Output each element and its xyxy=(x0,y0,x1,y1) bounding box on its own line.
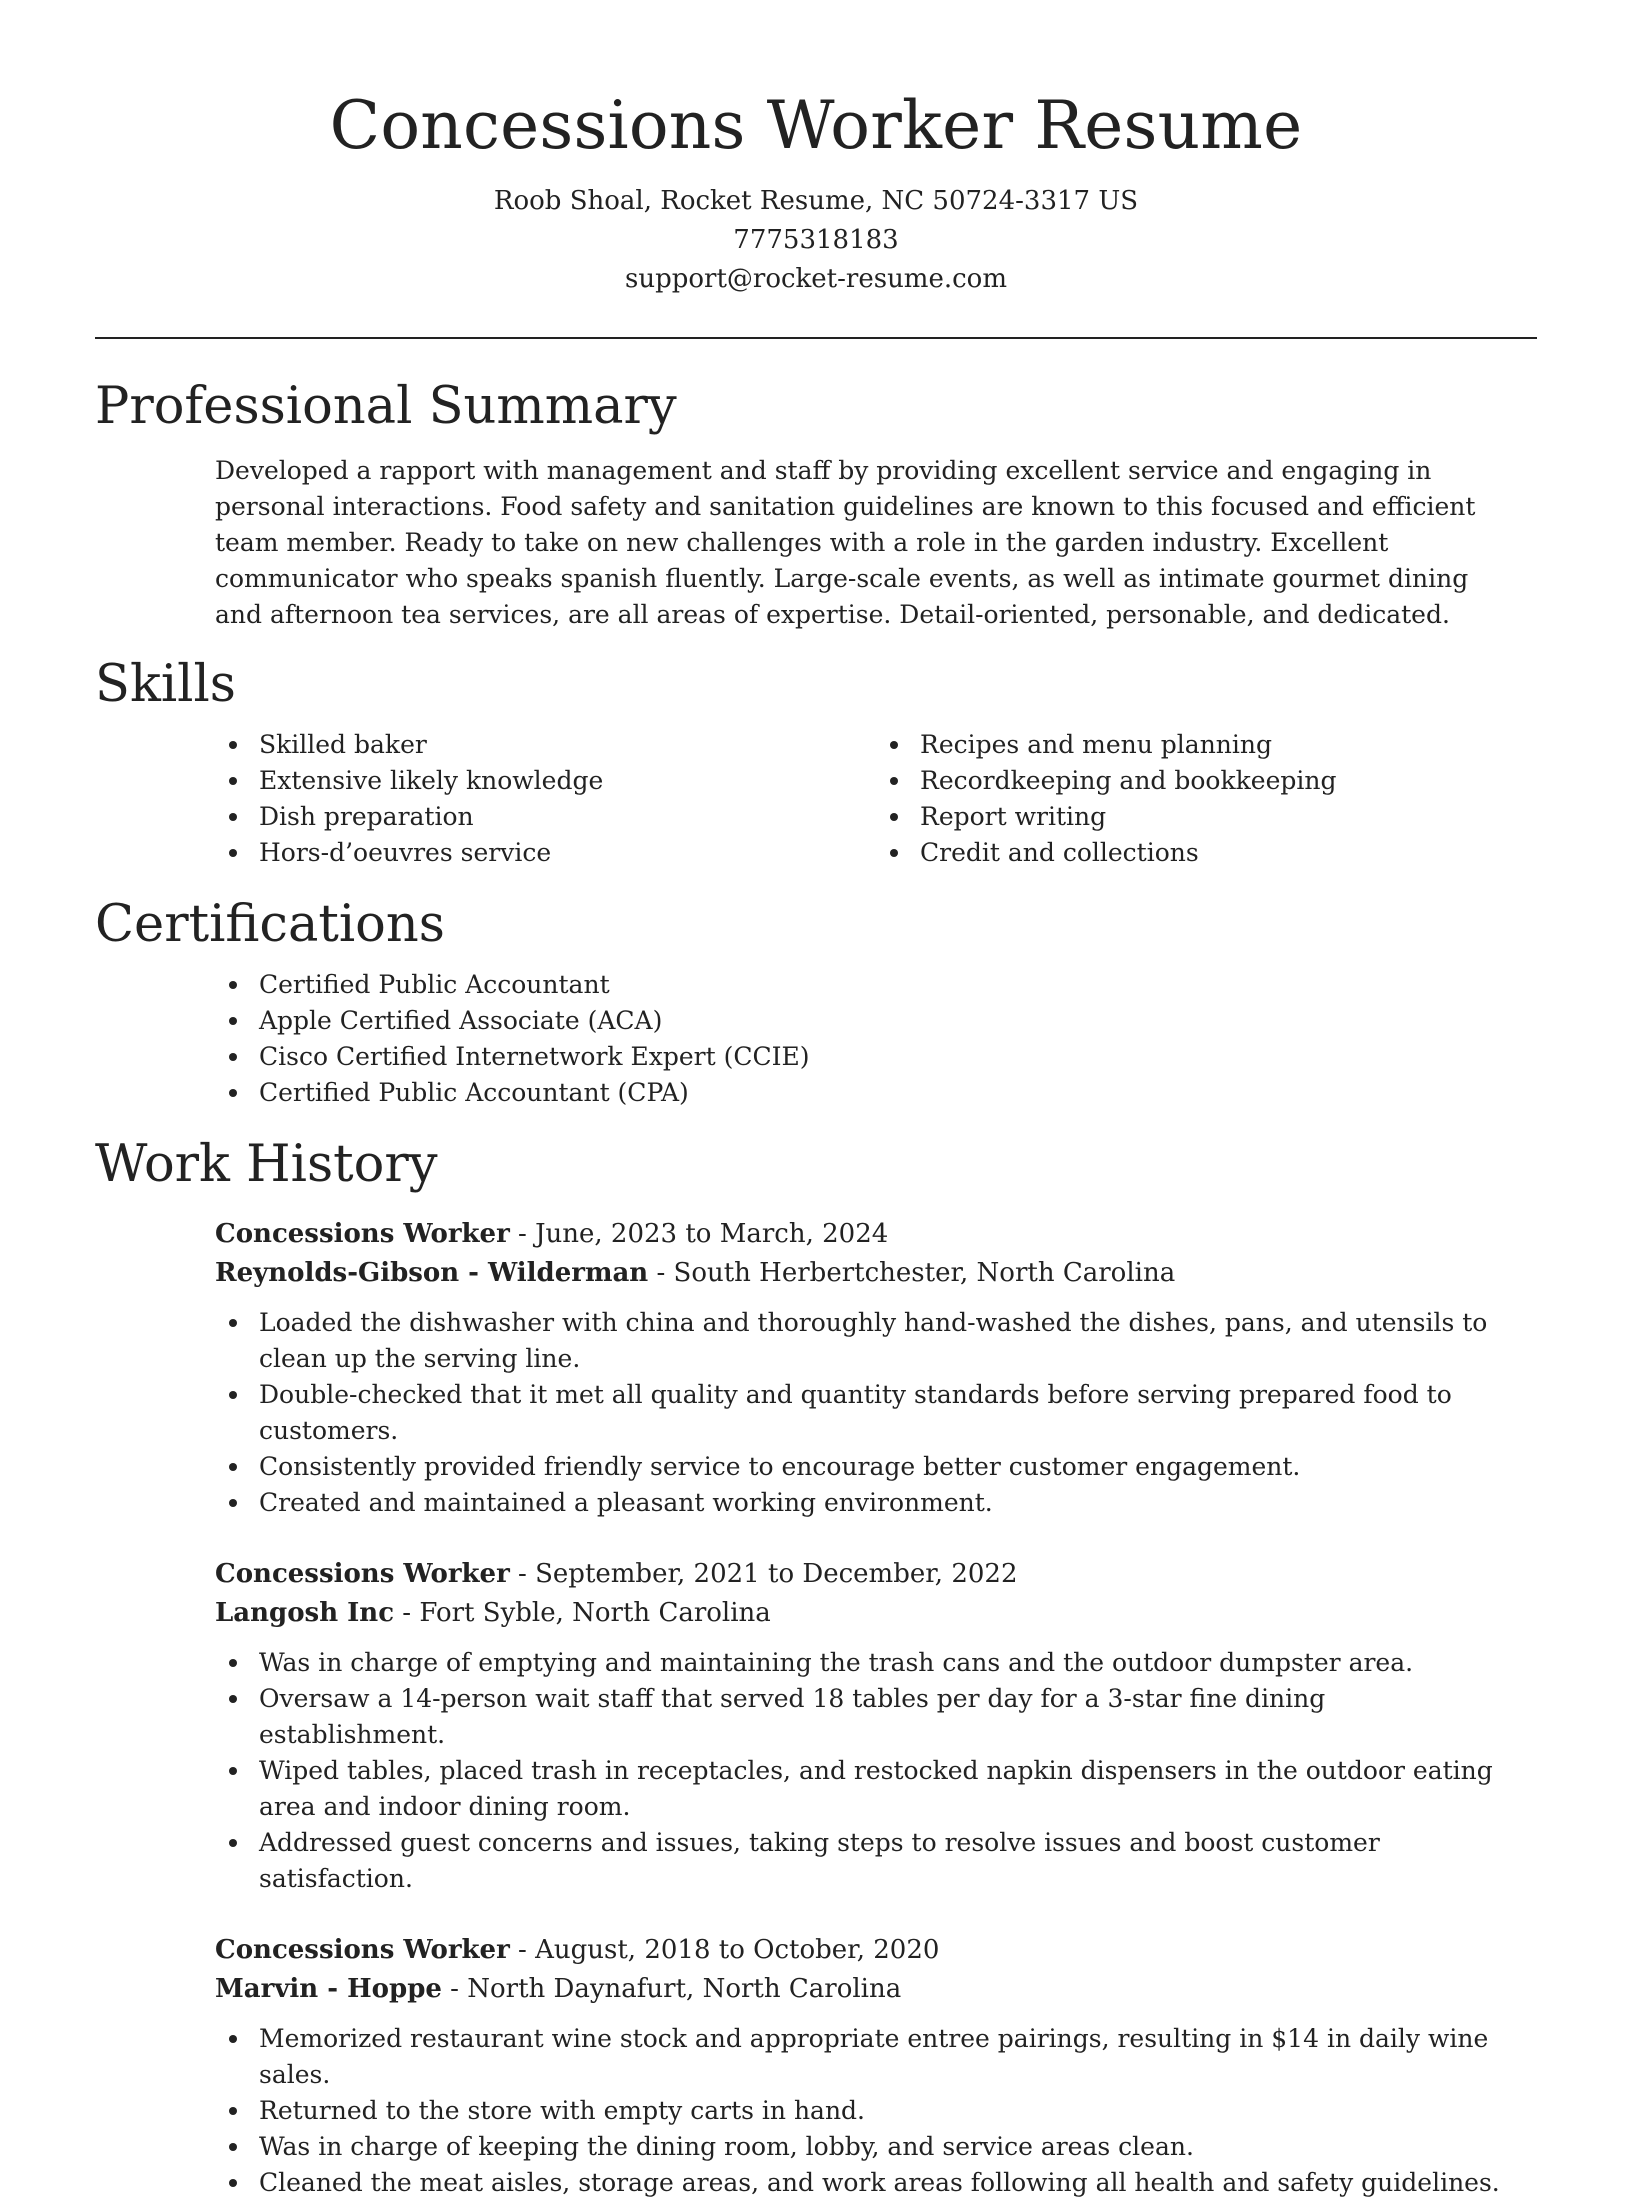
contact-email: support@rocket-resume.com xyxy=(624,264,1007,294)
job-bullet: Was in charge of emptying and maintaining the trash cans and the outdoor dumpster area. xyxy=(259,1645,1515,1681)
job-bullet: Addressed guest concerns and issues, taking steps to resolve issues and boost customer satisfaction. xyxy=(259,1825,1515,1897)
job-title: Concessions Worker xyxy=(215,1219,510,1249)
job-bullets xyxy=(215,1645,1537,1897)
certifications-list xyxy=(215,967,1537,1111)
certifications-heading: Certifications xyxy=(95,895,445,954)
skill-item: Recordkeeping and bookkeeping xyxy=(920,763,1537,799)
skill-item: Hors-d’oeuvres service xyxy=(259,835,876,871)
bullet-icon xyxy=(229,2035,237,2043)
skills-list-left xyxy=(215,727,876,871)
skills-heading: Skills xyxy=(95,655,236,714)
bullet-icon xyxy=(229,2143,237,2151)
job-bullet: Consistently provided friendly service to encourage better customer engagement. xyxy=(259,1449,1515,1485)
contact-block xyxy=(95,182,1537,299)
job-bullets xyxy=(215,1305,1537,1521)
bullet-icon xyxy=(229,1017,237,1025)
job-location: - South Herbertchester, North Carolina xyxy=(648,1258,1176,1288)
skill-item: Report writing xyxy=(920,799,1537,835)
certification-item: Apple Certified Associate (ACA) xyxy=(259,1003,1537,1039)
job-company: Marvin - Hoppe xyxy=(215,1974,442,2004)
bullet-icon xyxy=(229,2107,237,2115)
job-company-line xyxy=(215,1970,1537,2009)
bullet-icon xyxy=(229,1319,237,1327)
work-history-section xyxy=(95,1215,1537,2201)
job-bullet: Created and maintained a pleasant working environment. xyxy=(259,1485,1515,1521)
bullet-icon xyxy=(229,849,237,857)
job-bullet: Loaded the dishwasher with china and thoroughly hand-washed the dishes, pans, and utensils to clean up the serving line. xyxy=(259,1305,1515,1377)
bullet-icon xyxy=(890,849,898,857)
contact-phone: 7775318183 xyxy=(733,225,899,255)
bullet-icon xyxy=(229,1695,237,1703)
job-entry xyxy=(215,1555,1537,1897)
bullet-icon xyxy=(229,981,237,989)
job-entry xyxy=(215,1931,1537,2201)
summary-section xyxy=(95,453,1537,633)
job-location: - North Daynafurt, North Carolina xyxy=(441,1974,902,2004)
summary-heading: Professional Summary xyxy=(95,377,677,436)
job-bullet: Cleaned the meat aisles, storage areas, and work areas following all health and safety guidelines. xyxy=(259,2165,1515,2201)
skill-item: Extensive likely knowledge xyxy=(259,763,876,799)
certification-item: Certified Public Accountant (CPA) xyxy=(259,1075,1537,1111)
job-title-line xyxy=(215,1555,1537,1594)
job-entry xyxy=(215,1215,1537,1521)
bullet-icon xyxy=(229,1839,237,1847)
job-dates: - June, 2023 to March, 2024 xyxy=(509,1219,889,1249)
job-dates: - August, 2018 to October, 2020 xyxy=(509,1935,940,1965)
job-company: Reynolds-Gibson - Wilderman xyxy=(215,1258,649,1288)
bullet-icon xyxy=(229,1659,237,1667)
bullet-icon xyxy=(890,741,898,749)
bullet-icon xyxy=(229,1767,237,1775)
header-divider xyxy=(95,337,1537,339)
bullet-icon xyxy=(229,741,237,749)
job-bullet: Was in charge of keeping the dining room, lobby, and service areas clean. xyxy=(259,2129,1515,2165)
job-company-line xyxy=(215,1254,1537,1293)
job-company: Langosh Inc xyxy=(215,1598,395,1628)
bullet-icon xyxy=(229,1463,237,1471)
skills-list-right xyxy=(876,727,1537,871)
bullet-icon xyxy=(229,777,237,785)
job-bullet: Returned to the store with empty carts in hand. xyxy=(259,2093,1515,2129)
job-title-line xyxy=(215,1931,1537,1970)
contact-address: Roob Shoal, Rocket Resume, NC 50724-3317 US xyxy=(493,186,1139,216)
job-bullet: Memorized restaurant wine stock and appropriate entree pairings, resulting in $14 in daily wine sales. xyxy=(259,2021,1515,2093)
job-title-line xyxy=(215,1215,1537,1254)
job-title: Concessions Worker xyxy=(215,1559,510,1589)
job-dates: - September, 2021 to December, 2022 xyxy=(509,1559,1018,1589)
work-history-heading: Work History xyxy=(95,1135,438,1194)
certifications-section xyxy=(95,967,1537,1111)
bullet-icon xyxy=(890,813,898,821)
skills-section xyxy=(95,727,1537,871)
skill-item: Recipes and menu planning xyxy=(920,727,1537,763)
job-company-line xyxy=(215,1594,1537,1633)
bullet-icon xyxy=(890,777,898,785)
bullet-icon xyxy=(229,1499,237,1507)
bullet-icon xyxy=(229,1089,237,1097)
resume-title: Concessions Worker Resume xyxy=(329,87,1303,164)
job-bullet: Oversaw a 14-person wait staff that served 18 tables per day for a 3-star fine dining establishment. xyxy=(259,1681,1515,1753)
job-bullets xyxy=(215,2021,1537,2201)
certification-item: Certified Public Accountant xyxy=(259,967,1537,1003)
skill-item: Skilled baker xyxy=(259,727,876,763)
job-bullet: Double-checked that it met all quality and quantity standards before serving prepared food to customers. xyxy=(259,1377,1515,1449)
job-bullet: Wiped tables, placed trash in receptacles, and restocked napkin dispensers in the outdoor eating area and indoor dining room. xyxy=(259,1753,1515,1825)
job-title: Concessions Worker xyxy=(215,1935,510,1965)
bullet-icon xyxy=(229,1391,237,1399)
job-location: - Fort Syble, North Carolina xyxy=(394,1598,771,1628)
bullet-icon xyxy=(229,1053,237,1061)
bullet-icon xyxy=(229,2179,237,2187)
bullet-icon xyxy=(229,813,237,821)
summary-text: Developed a rapport with management and staff by providing excellent service and engaging in personal interactions. Food safety and sanitation guidelines are known to this focused and efficient team member. Ready to take on new challenges with a role in the garden industry. Excellent communicator who speaks spanish fluently. Large-scale events, as well as intimate gourmet dining and afternoon tea services, are all areas of expertise. Detail-oriented, personable, and dedicated. xyxy=(215,456,1476,629)
skill-item: Dish preparation xyxy=(259,799,876,835)
certification-item: Cisco Certified Internetwork Expert (CCIE) xyxy=(259,1039,1537,1075)
skill-item: Credit and collections xyxy=(920,835,1537,871)
